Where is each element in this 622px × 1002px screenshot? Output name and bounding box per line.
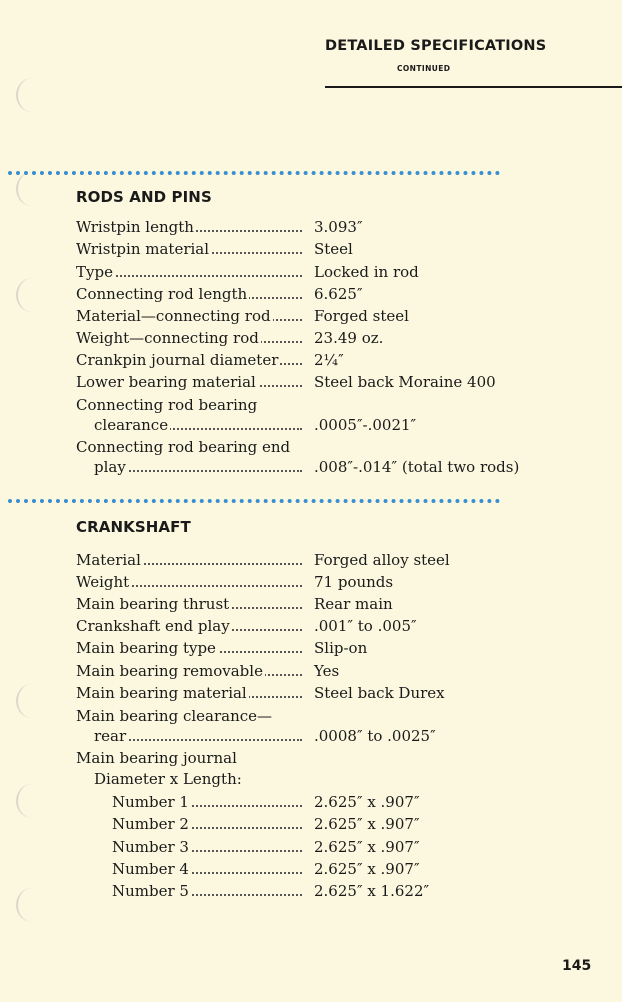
header-subtitle: CONTINUED (397, 64, 451, 73)
spec-row (76, 837, 546, 859)
spec-value: 2.625″ x .907″ (314, 838, 420, 856)
spec-label: Weight—connecting rod (76, 329, 259, 347)
spec-value: Steel (314, 240, 353, 258)
spec-value: .001″ to .005″ (314, 617, 417, 635)
spec-row (76, 792, 546, 814)
spec-row (76, 706, 546, 728)
spec-row (76, 437, 546, 459)
spec-label: Material (76, 551, 141, 569)
spec-row (76, 748, 546, 770)
spec-row (76, 350, 546, 372)
spec-label: Connecting rod length (76, 285, 248, 303)
spec-row (76, 683, 546, 705)
section-divider (8, 171, 500, 175)
spec-label: Wristpin length (76, 218, 194, 236)
spec-label: play (94, 458, 126, 476)
spec-label: Type (76, 263, 113, 281)
spec-label: Main bearing clearance— (76, 707, 273, 725)
spec-label: Wristpin material (76, 240, 210, 258)
section-title-crankshaft: CRANKSHAFT (76, 518, 191, 536)
spec-label: Number 5 (112, 882, 189, 900)
spec-label: Main bearing removable (76, 662, 263, 680)
spec-label: Weight (76, 573, 130, 591)
spec-label: Main bearing journal (76, 749, 237, 767)
spec-row (76, 217, 546, 239)
spec-row (76, 306, 546, 328)
spec-label: Connecting rod bearing end (76, 438, 291, 456)
binder-hole (16, 784, 48, 818)
spec-label: Main bearing thrust (76, 595, 230, 613)
spec-row (76, 328, 546, 350)
spec-row (76, 262, 546, 284)
spec-label: Main bearing type (76, 639, 216, 657)
binder-hole (16, 78, 48, 112)
spec-row (76, 594, 546, 616)
spec-value: Rear main (314, 595, 393, 613)
spec-value: .0008″ to .0025″ (314, 727, 436, 745)
spec-value: Locked in rod (314, 263, 419, 281)
spec-value: Slip-on (314, 639, 368, 657)
page-number: 145 (562, 958, 592, 974)
spec-label: Number 2 (112, 815, 189, 833)
spec-row (76, 881, 546, 903)
section-title-rods-and-pins: RODS AND PINS (76, 188, 212, 206)
spec-label: Number 4 (112, 860, 189, 878)
header-rule (325, 86, 622, 88)
spec-row (76, 814, 546, 836)
spec-label: Connecting rod bearing (76, 396, 258, 414)
spec-label: Crankshaft end play (76, 617, 230, 635)
spec-value: 71 pounds (314, 573, 394, 591)
spec-value: Yes (314, 662, 340, 680)
spec-value: 2.625″ x .907″ (314, 860, 420, 878)
spec-label: Diameter x Length: (94, 770, 242, 788)
spec-label: Number 3 (112, 838, 189, 856)
binder-hole (16, 278, 48, 312)
spec-row (76, 726, 546, 748)
spec-row (76, 457, 546, 479)
spec-label: Number 1 (112, 793, 189, 811)
spec-row (76, 284, 546, 306)
spec-row (76, 372, 546, 394)
spec-value: Steel back Moraine 400 (314, 373, 496, 391)
spec-label: Main bearing material (76, 684, 247, 702)
spec-label: Lower bearing material (76, 373, 256, 391)
spec-value: 2.625″ x 1.622″ (314, 882, 430, 900)
spec-row (76, 616, 546, 638)
spec-row (76, 769, 546, 791)
spec-label: clearance (94, 416, 169, 434)
spec-label: Crankpin journal diameter (76, 351, 279, 369)
header-title: DETAILED SPECIFICATIONS (325, 38, 547, 54)
spec-row (76, 550, 546, 572)
spec-row (76, 395, 546, 417)
spec-value: 2.625″ x .907″ (314, 793, 420, 811)
spec-value: Forged steel (314, 307, 409, 325)
spec-row (76, 638, 546, 660)
spec-row (76, 572, 546, 594)
spec-value: 23.49 oz. (314, 329, 384, 347)
spec-value: Forged alloy steel (314, 551, 450, 569)
spec-value: .0005″-.0021″ (314, 416, 417, 434)
spec-label: Material—connecting rod (76, 307, 271, 325)
spec-value: 2¼″ (314, 351, 344, 369)
spec-value: Steel back Durex (314, 684, 445, 702)
section-divider (8, 499, 500, 503)
spec-row (76, 661, 546, 683)
spec-row (76, 859, 546, 881)
binder-hole (16, 888, 48, 922)
spec-label: rear (94, 727, 127, 745)
spec-value: 6.625″ (314, 285, 363, 303)
spec-value: 2.625″ x .907″ (314, 815, 420, 833)
spec-value: .008″-.014″ (total two rods) (314, 458, 520, 476)
spec-row (76, 239, 546, 261)
spec-row (76, 415, 546, 437)
binder-hole (16, 172, 48, 206)
spec-value: 3.093″ (314, 218, 363, 236)
binder-hole (16, 684, 48, 718)
